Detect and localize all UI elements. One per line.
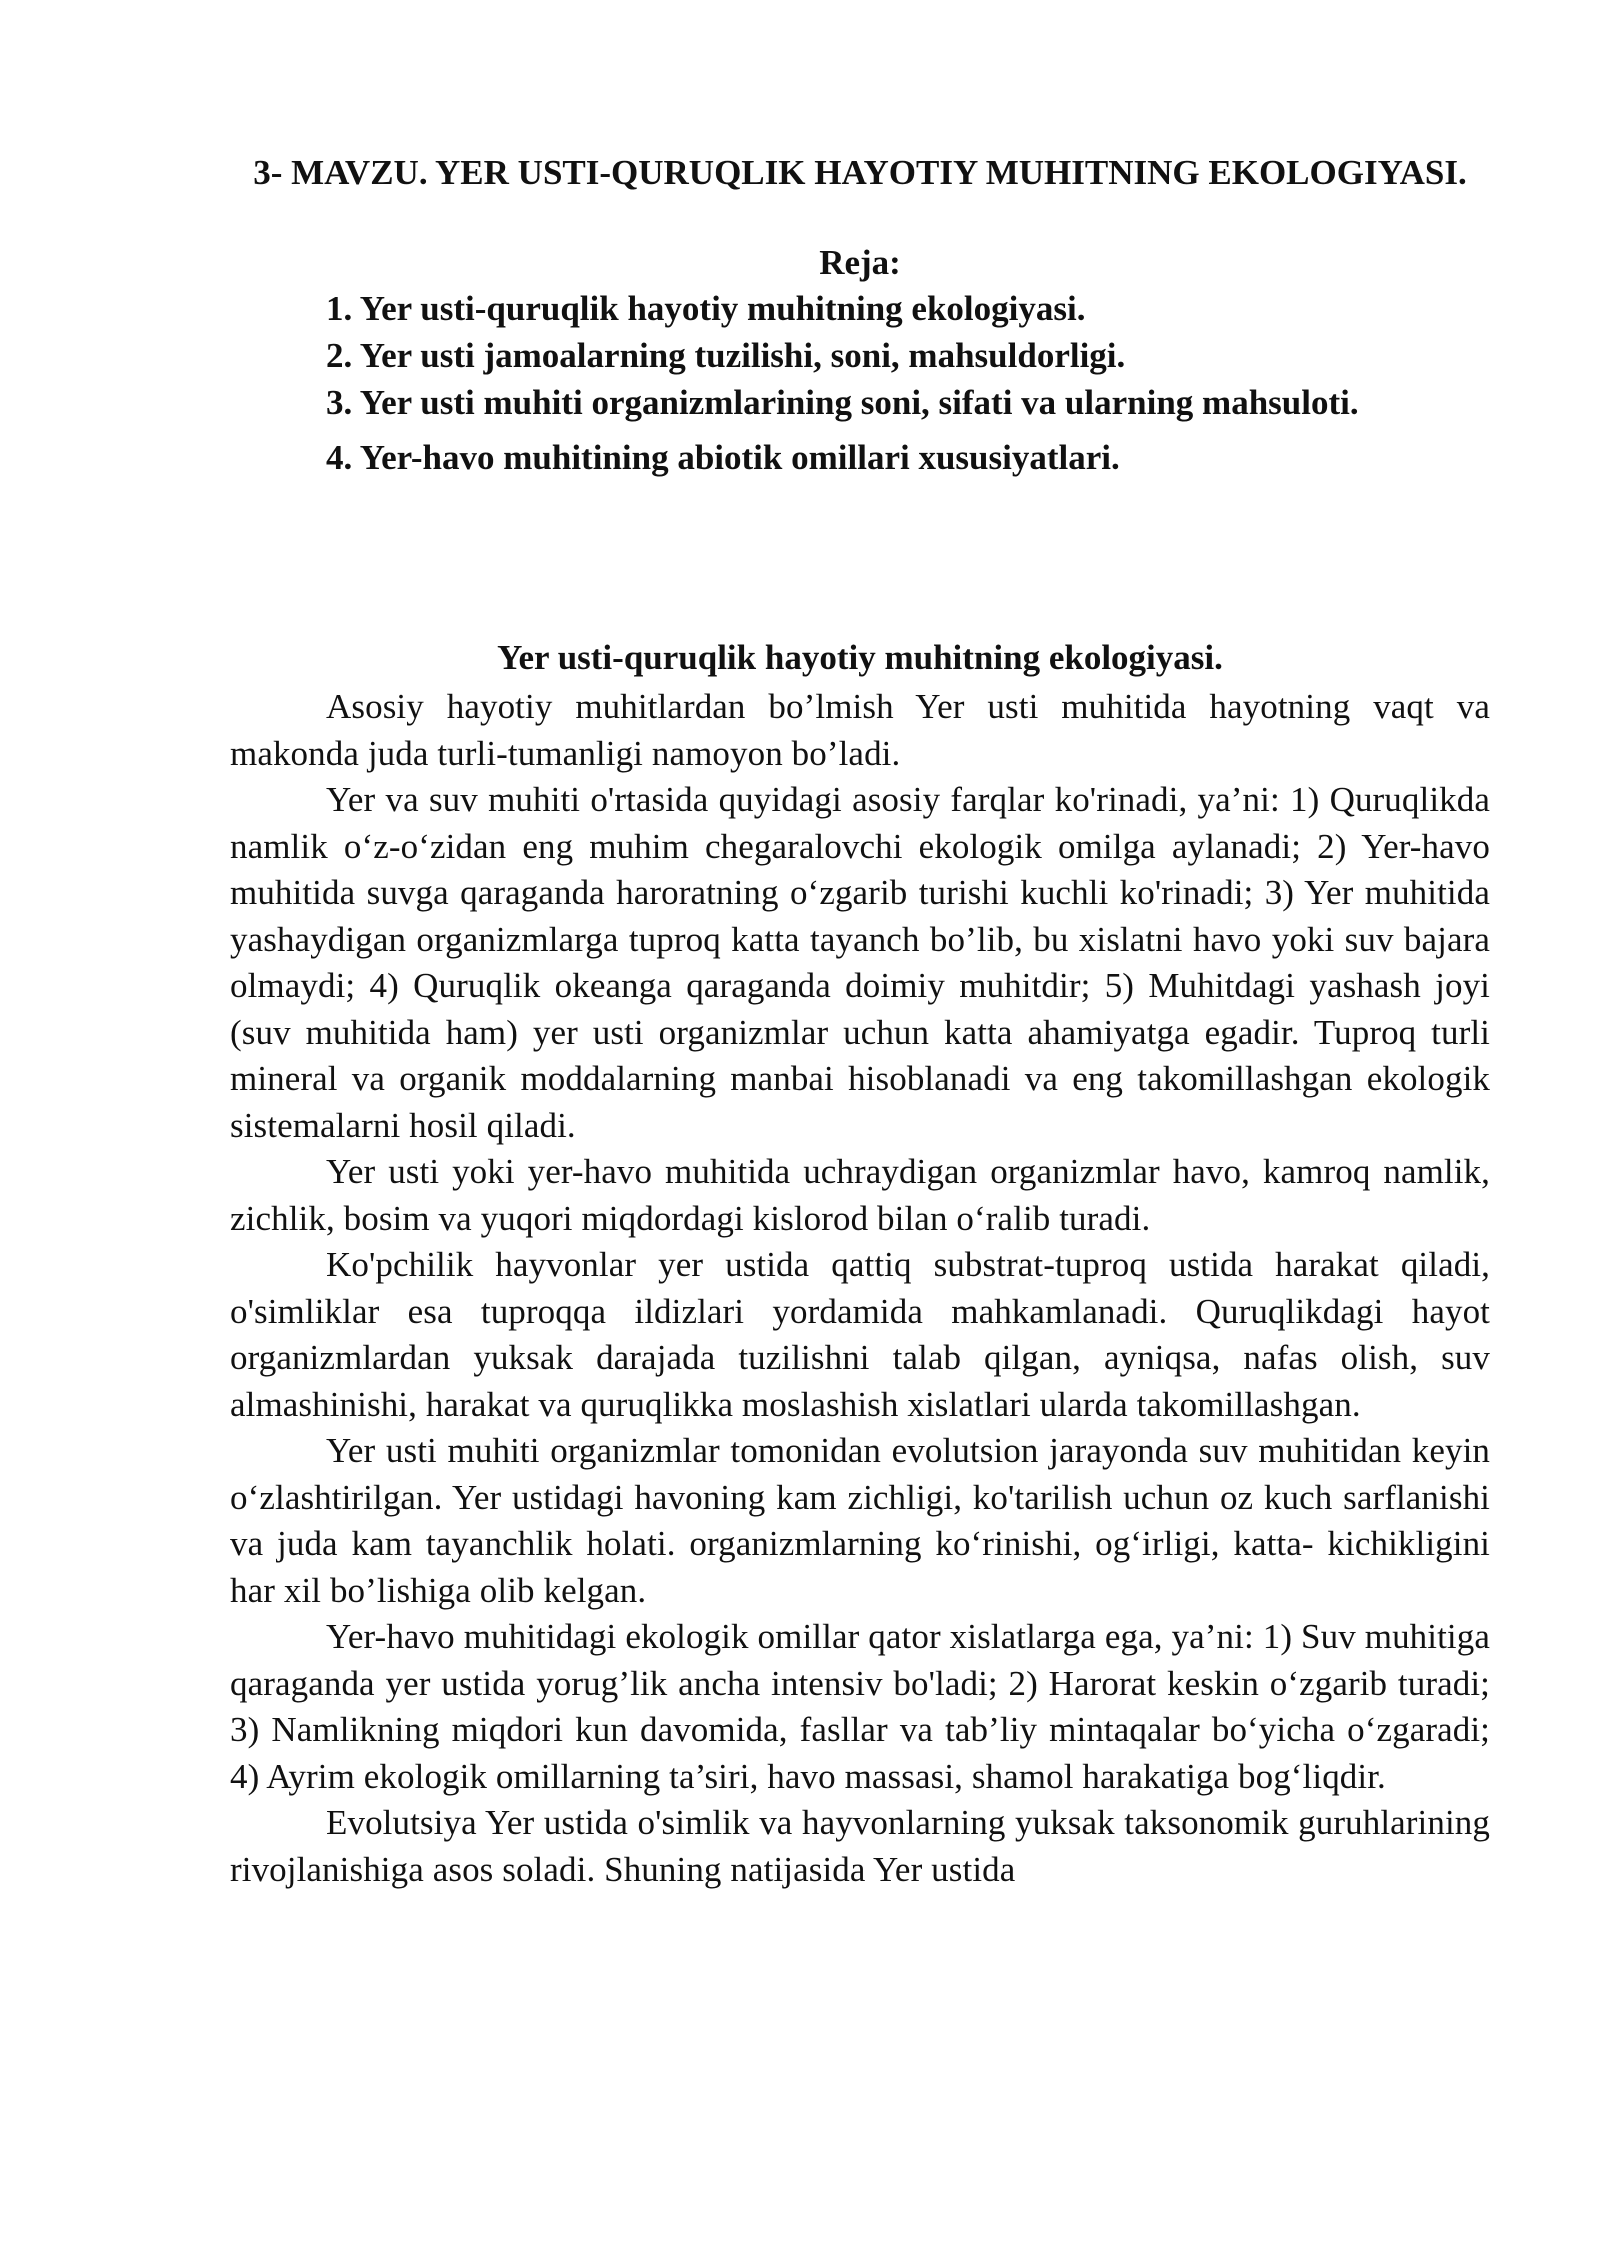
paragraph: Yer usti muhiti organizmlar tomonidan evolutsion jarayonda suv muhitidan keyin o‘zlashtirilgan. Yer ustidagi havoning kam zichligi, ko'tarilish uchun oz kuch sarflanishi va juda kam tayanchlik holati. organizmlarning ko‘rinishi, og‘irligi, katta- kichikligini har xil bo’lishiga olib kelgan. [230, 1431, 1490, 1610]
paragraph: Yer-havo muhitidagi ekologik omillar qator xislatlarga ega, ya’ni: 1) Suv muhitiga qaraganda yer ustida yorug’lik ancha intensiv bo'ladi; 2) Harorat keskin o‘zgarib turadi; 3) Namlikning miqdori kun davomida, fasllar va tab’liy mintaqalar bo‘yicha o‘zgaradi; 4) Ayrim ekologik omillarning ta’siri, havo massasi, shamol harakatiga bog‘liqdir. [230, 1617, 1490, 1796]
plan-label: Reja: [819, 243, 901, 282]
paragraph: Asosiy hayotiy muhitlardan bo’lmish Yer usti muhitida hayotning vaqt va makonda juda turli-tumanligi namoyon bo’ladi. [230, 687, 1490, 773]
plan-item: 2. Yer usti jamoalarning tuzilishi, soni, mahsuldorligi. [326, 336, 1126, 375]
document-title: 3- MAVZU. YER USTI-QURUQLIK HAYOTIY MUHITNING EKOLOGIYASI. [253, 153, 1467, 192]
plan-item: 3. Yer usti muhiti organizmlarining soni, sifati va ularning mahsuloti. [326, 383, 1359, 422]
paragraph: Yer va suv muhiti o'rtasida quyidagi asosiy farqlar ko'rinadi, ya’ni: 1) Quruqlikda namlik o‘z-o‘zidan eng muhim chegaralovchi ekologik omilga aylanadi; 2) Yer-havo muhitida suvga qaraganda haroratning o‘zgarib turishi kuchli ko'rinadi; 3) Yer muhitida yashaydigan organizmlarga tuproq katta tayanch bo’lib, bu xislatni havo yoki suv bajara olmaydi; 4) Quruqlik okeanga qaraganda doimiy muhitdir; 5) Muhitdagi yashash joyi (suv muhitida ham) yer usti organizmlar uchun katta ahamiyatga egadir. Tuproq turli mineral va organik moddalarning manbai hisoblanadi va eng takomillashgan ekologik sistemalarni hosil qiladi. [230, 780, 1490, 1145]
paragraph: Yer usti yoki yer-havo muhitida uchraydigan organizmlar havo, kamroq namlik, zichlik, bosim va yuqori miqdordagi kislorod bilan o‘ralib turadi. [230, 1152, 1490, 1238]
section-heading: Yer usti-quruqlik hayotiy muhitning ekologiyasi. [497, 638, 1223, 677]
paragraph: Evolutsiya Yer ustida o'simlik va hayvonlarning yuksak taksonomik guruhlarining rivojlanishiga asos soladi. Shuning natijasida Yer ustida [230, 1803, 1490, 1889]
plan-list [230, 285, 1490, 481]
body-text [230, 684, 1490, 1893]
plan-item: 1. Yer usti-quruqlik hayotiy muhitning ekologiyasi. [326, 289, 1086, 328]
paragraph: Ko'pchilik hayvonlar yer ustida qattiq substrat-tuproq ustida harakat qiladi, o'simliklar esa tuproqqa ildizlari yordamida mahkamlanadi. Quruqlikdagi hayot organizmlardan yuksak darajada tuzilishni talab qilgan, ayniqsa, nafas olish, suv almashinishi, harakat va quruqlikka moslashish xislatlari ularda takomillashgan. [230, 1245, 1490, 1424]
plan-item: 4. Yer-havo muhitining abiotik omillari xususiyatlari. [326, 438, 1120, 477]
